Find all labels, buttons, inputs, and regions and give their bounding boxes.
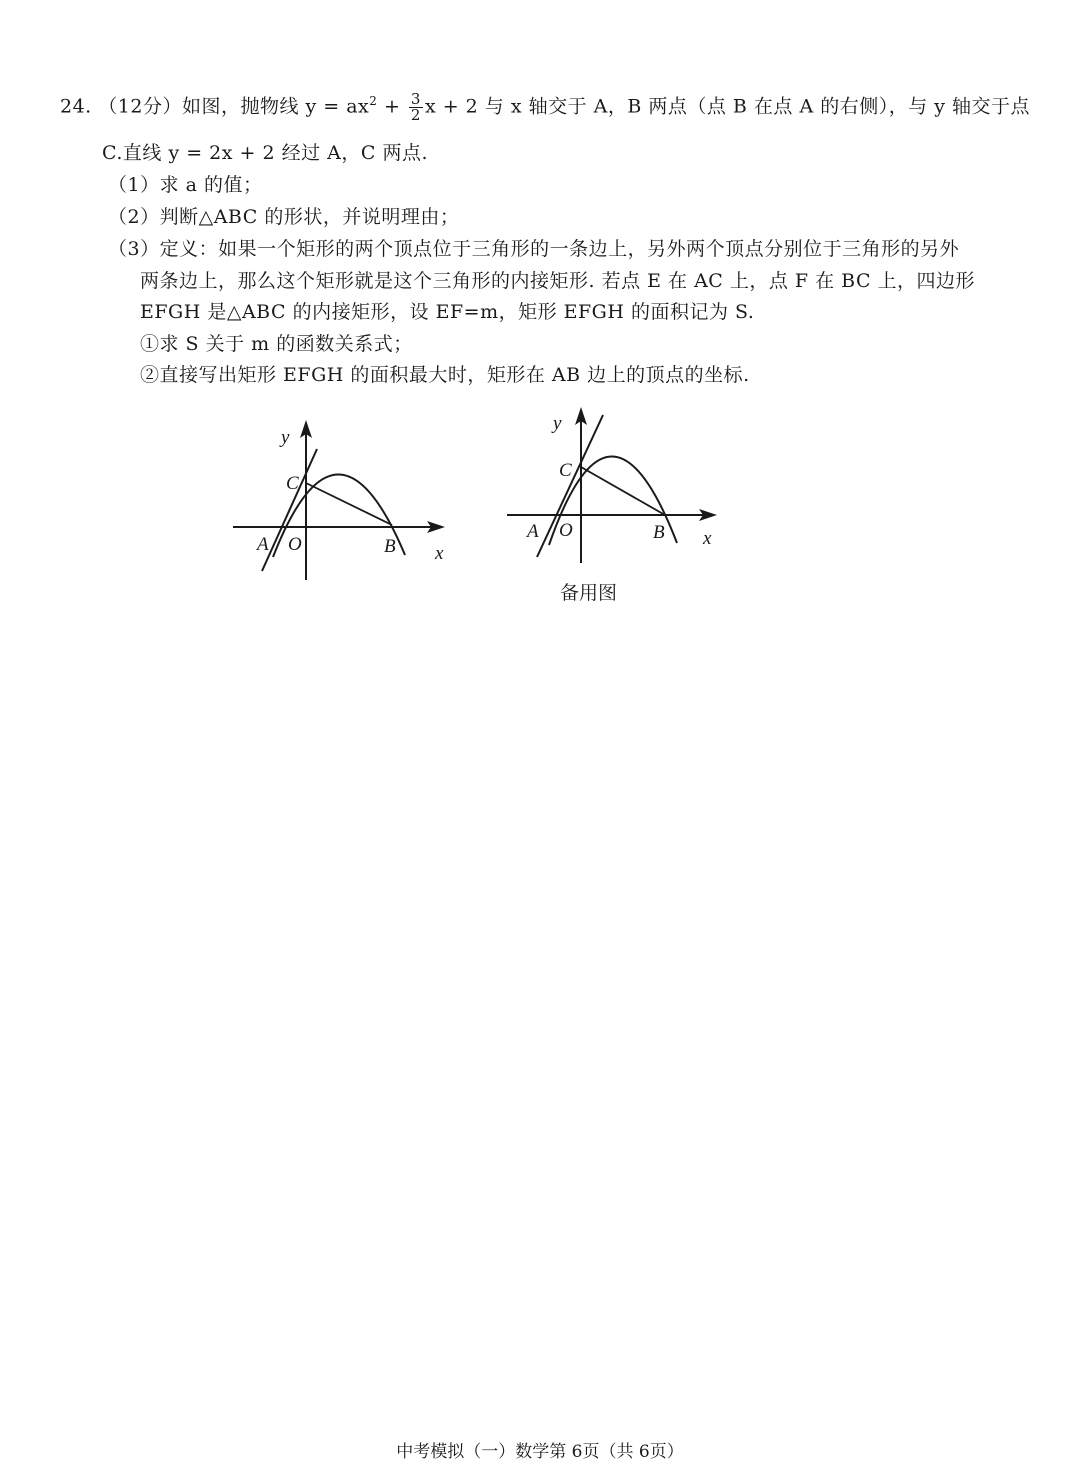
question-line-1: [60, 88, 1030, 123]
part-3-line-2: 两条边上，那么这个矩形就是这个三角形的内接矩形. 若点 E 在 AC 上，点 F 在 BC 上，四边形: [140, 270, 976, 292]
sub-question-1: ①求 S 关于 m 的函数关系式；: [140, 333, 413, 355]
label-c: C: [559, 460, 572, 481]
fraction-denominator: 2: [410, 105, 421, 124]
label-y: y: [553, 413, 562, 434]
part-3-line-3: EFGH 是△ABC 的内接矩形，设 EF=m，矩形 EFGH 的面积记为 S.: [140, 301, 755, 323]
label-b: B: [653, 522, 665, 543]
fraction-numerator: 3: [410, 89, 421, 108]
sub-question-2: ②直接写出矩形 EFGH 的面积最大时，矩形在 AB 边上的顶点的坐标.: [140, 364, 750, 386]
figure-2: [505, 405, 730, 565]
label-y: y: [281, 427, 290, 448]
figure-2-caption: 备用图: [560, 582, 618, 604]
question-number: 24.: [60, 95, 92, 118]
question-score: （12分）: [98, 95, 182, 118]
fraction: [409, 89, 423, 124]
label-x: x: [703, 528, 712, 549]
page-footer: 中考模拟（一）数学第 6页（共 6页）: [396, 1442, 684, 1462]
label-b: B: [384, 536, 396, 557]
label-a: A: [527, 521, 539, 542]
label-o: O: [288, 534, 302, 555]
label-x: x: [435, 543, 444, 564]
label-o: O: [559, 520, 573, 541]
part-2: （2）判断△ABC 的形状，并说明理由；: [108, 206, 460, 228]
part-1: （1）求 a 的值；: [108, 174, 263, 196]
question-intro-a: 如图，抛物线 y = ax: [181, 95, 370, 118]
part-3-line-1: （3）定义：如果一个矩形的两个顶点位于三角形的一条边上，另外两个顶点分别位于三角形的另外: [108, 238, 960, 260]
label-a: A: [257, 534, 269, 555]
question-intro-b: x + 2 与 x 轴交于 A，B 两点（点 B 在点 A 的右侧），与 y 轴交于点: [424, 95, 1031, 118]
power-exponent: 2: [369, 94, 378, 108]
figure-1: [225, 415, 465, 585]
plus-operator: +: [377, 95, 407, 118]
label-c: C: [286, 473, 299, 494]
question-line-2: C.直线 y = 2x + 2 经过 A，C 两点.: [102, 142, 428, 164]
